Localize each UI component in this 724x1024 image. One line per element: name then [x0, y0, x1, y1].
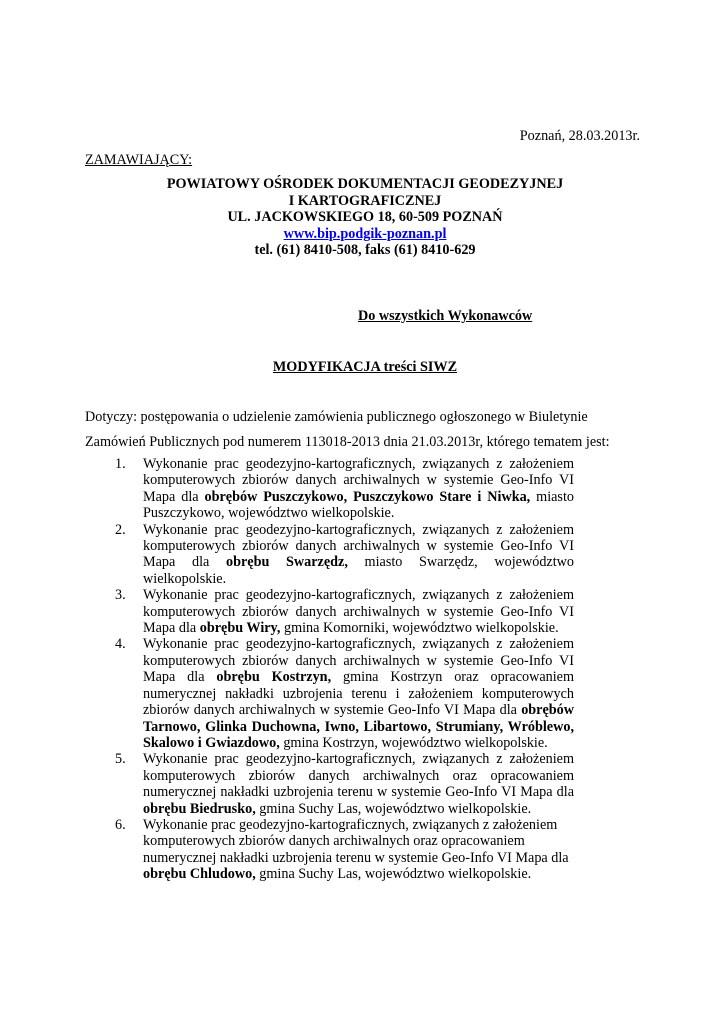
scope-list: [115, 456, 575, 883]
document-subject: MODYFIKACJA treści SIWZ: [272, 359, 458, 375]
list-item-text-end: gmina Suchy Las, województwo wielkopolskie.: [255, 866, 532, 883]
list-item-text: Wykonanie prac geodezyjno-kartograficznych, związanych z założeniem komputerowych zbiorów danych archiwalnych w systemie Geo-Info VI Mapa dla: [143, 587, 574, 637]
org-phone: tel. (61) 8410-508, faks (61) 8410-629: [254, 242, 476, 259]
list-item: [115, 587, 574, 637]
list-item-text-middle: gmina Kostrzyn oraz opracowaniem numerycznej nakładki uzbrojenia terenu i założeniem komputerowych zbiorów danych archiwalnych w systemie Geo-Info VI Mapa dla: [143, 669, 575, 719]
list-item: [115, 456, 574, 522]
list-item-number: 5.: [115, 751, 126, 768]
list-item-text: Wykonanie prac geodezyjno-kartograficznych, związanych z założeniem komputerowych zbiorów danych archiwalnych w systemie Geo-Info VI Mapa dla: [143, 456, 574, 505]
list-item-text: Wykonanie prac geodezyjno-kartograficznych, związanych z założeniem komputerowych zbiorów danych archiwalnych w systemie Geo-Info VI Mapa dla: [143, 636, 574, 686]
intro-paragraph: [85, 405, 645, 454]
list-item-number: 6.: [115, 816, 126, 833]
list-item-bold: obrębu Chludowo,: [143, 866, 256, 883]
list-item-number: 1.: [115, 456, 126, 472]
org-address: UL. JACKOWSKIEGO 18, 60-509 POZNAŃ: [227, 209, 503, 226]
recipient-line: Do wszystkich Wykonawców: [358, 308, 533, 324]
list-item-bold: obrębów Puszczykowo, Puszczykowo Stare i Niwka,: [204, 488, 531, 505]
intro-line-2: Zamówień Publicznych pod numerem 113018-2013 dnia 21.03.2013r, którego tematem jest:: [85, 433, 610, 450]
buyer-label: ZAMAWIAJĄCY:: [85, 152, 193, 168]
list-item-text-end: gmina Kostrzyn, województwo wielkopolskie.: [279, 734, 548, 751]
list-item-bold: obrębu Biedrusko,: [143, 800, 256, 817]
list-item: [115, 636, 575, 751]
list-item-number: 4.: [115, 636, 126, 653]
org-name-line2: I KARTOGRAFICZNEJ: [288, 192, 442, 209]
org-website-link[interactable]: www.bip.podgik-poznan.pl: [283, 225, 447, 242]
list-item-text-end: gmina Suchy Las, województwo wielkopolskie.: [255, 800, 532, 817]
list-item: [115, 751, 574, 817]
organization-header: [85, 176, 645, 259]
list-item-text-end: miasto Puszczykowo, województwo wielkopolskie.: [143, 488, 574, 522]
list-item-text: Wykonanie prac geodezyjno-kartograficznych, związanych z założeniem komputerowych zbiorów danych archiwalnych w systemie Geo-Info VI Mapa dla: [143, 521, 574, 571]
list-item-text-end: miasto Swarzędz, województwo wielkopolskie.: [143, 554, 574, 587]
list-item-bold-2: obrębów Tarnowo, Glinka Duchowna, Iwno, Libartowo, Strumiany, Wróblewo, Skalowo i Gwiazdowo,: [143, 702, 574, 751]
list-item-bold: obrębu Swarzędz,: [225, 554, 348, 571]
list-item-bold: obrębu Wiry,: [199, 620, 281, 637]
intro-line-1: Dotyczy: postępowania o udzielenie zamówienia publicznego ogłoszonego w Biuletynie: [85, 409, 588, 425]
list-item-text: Wykonanie prac geodezyjno-kartograficznych, związanych z założeniem komputerowych zbiorów danych archiwalnych oraz opracowaniem numerycznej nakładki uzbrojenia terenu w systemie Geo-Info VI Mapa dla: [143, 816, 569, 866]
list-item: [115, 816, 574, 883]
org-name-line1: POWIATOWY OŚRODEK DOKUMENTACJI GEODEZYJNEJ: [166, 176, 564, 192]
list-item-text-end: gmina Komorniki, województwo wielkopolskie.: [280, 620, 559, 637]
list-item-number: 2.: [115, 521, 126, 538]
list-item: [115, 521, 574, 588]
list-item-text: Wykonanie prac geodezyjno-kartograficznych, związanych z założeniem komputerowych zbiorów danych archiwalnych oraz opracowaniem numerycznej nakładki uzbrojenia terenu w systemie Geo-Info VI Mapa dla: [143, 751, 574, 801]
list-item-bold: obrębu Kostrzyn,: [216, 669, 332, 686]
list-item-number: 3.: [115, 587, 126, 604]
document-date: Poznań, 28.03.2013r.: [519, 128, 640, 144]
